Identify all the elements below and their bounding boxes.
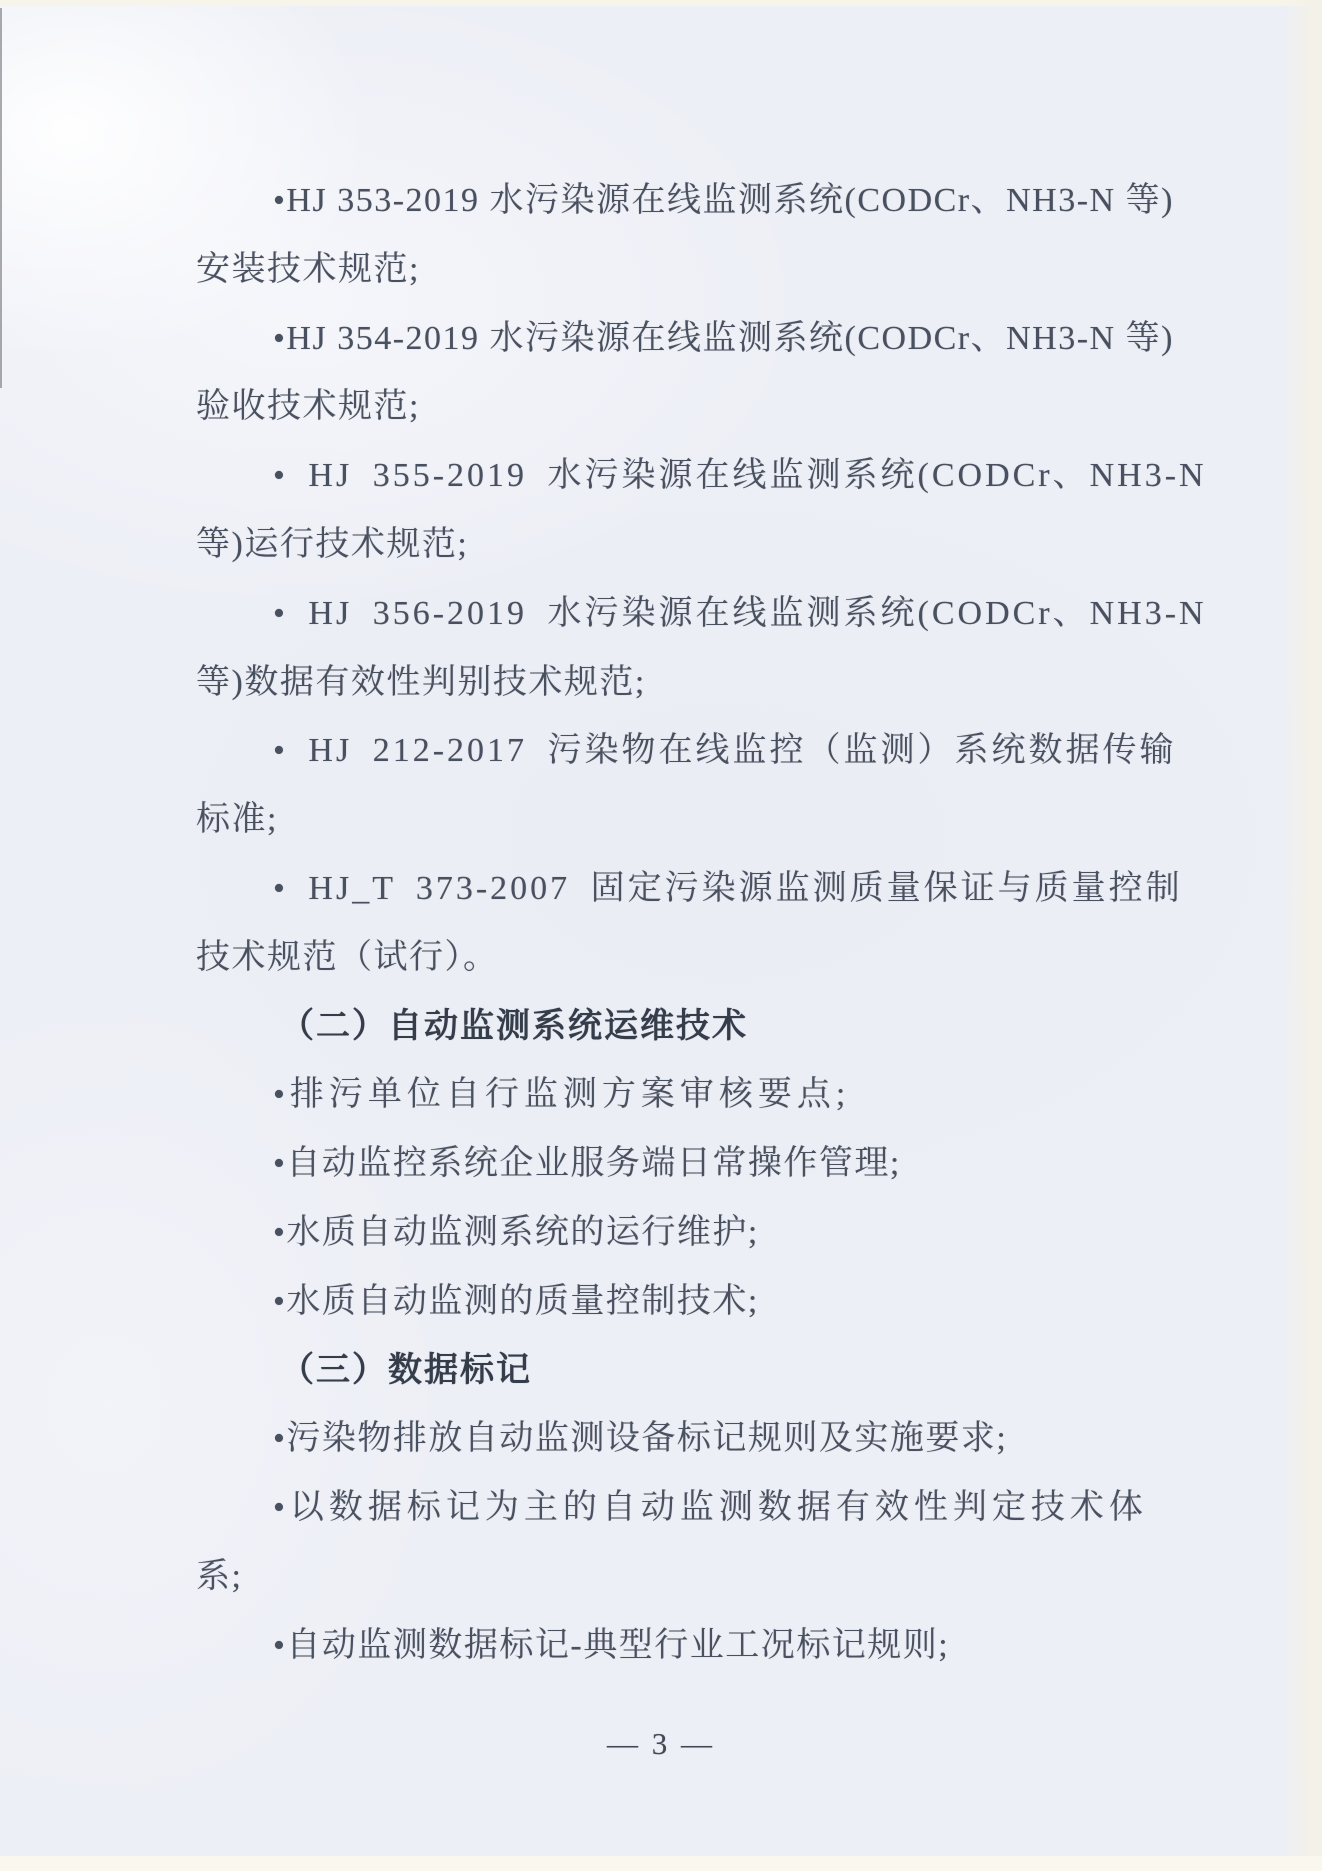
scan-artifact-right-edge: [1282, 0, 1322, 1871]
standard-item-line: •HJ 354-2019 水污染源在线监测系统(CODCr、NH3-N 等): [273, 319, 1174, 357]
section-heading-2: （二）自动监测系统运维技术: [280, 1007, 748, 1045]
bullet-item-line: •以数据标记为主的自动监测数据有效性判定技术体: [273, 1489, 1148, 1527]
scan-artifact-bottom-edge: [0, 1856, 1322, 1871]
bullet-item-line: •排污单位自行监测方案审核要点;: [273, 1076, 851, 1114]
bullet-item-continuation: 系;: [196, 1557, 243, 1595]
page-number: — 3 —: [607, 1726, 715, 1761]
bullet-item-line: •水质自动监测系统的运行维护;: [273, 1213, 759, 1251]
standard-item-continuation: 标准;: [196, 801, 278, 839]
standard-item-line: • HJ_T 373-2007 固定污染源监测质量保证与质量控制: [273, 869, 1183, 907]
standard-item-continuation: 等)运行技术规范;: [196, 525, 469, 563]
bullet-item-line: •水质自动监测的质量控制技术;: [273, 1282, 759, 1320]
scan-artifact-left-edge: [0, 8, 2, 388]
scan-artifact-top-edge: [0, 0, 1322, 6]
document-body: [196, 167, 1207, 1681]
bullet-item-line: •自动监控系统企业服务端日常操作管理;: [273, 1145, 901, 1183]
bullet-item-line: •自动监测数据标记-典型行业工况标记规则;: [273, 1626, 950, 1664]
standard-item-line: • HJ 356-2019 水污染源在线监测系统(CODCr、NH3-N: [273, 594, 1207, 632]
standard-item-continuation: 等)数据有效性判别技术规范;: [196, 663, 646, 701]
standard-item-line: • HJ 355-2019 水污染源在线监测系统(CODCr、NH3-N: [273, 457, 1207, 495]
standard-item-continuation: 验收技术规范;: [196, 388, 420, 426]
standard-item-line: • HJ 212-2017 污染物在线监控（监测）系统数据传输: [273, 732, 1177, 770]
standard-item-continuation: 安装技术规范;: [196, 250, 420, 288]
standard-item-line: •HJ 353-2019 水污染源在线监测系统(CODCr、NH3-N 等): [273, 182, 1174, 219]
standard-item-continuation: 技术规范（试行）。: [196, 938, 499, 976]
bullet-item-line: •污染物排放自动监测设备标记规则及实施要求;: [273, 1420, 1008, 1458]
section-heading-3: （三）数据标记: [280, 1351, 532, 1389]
